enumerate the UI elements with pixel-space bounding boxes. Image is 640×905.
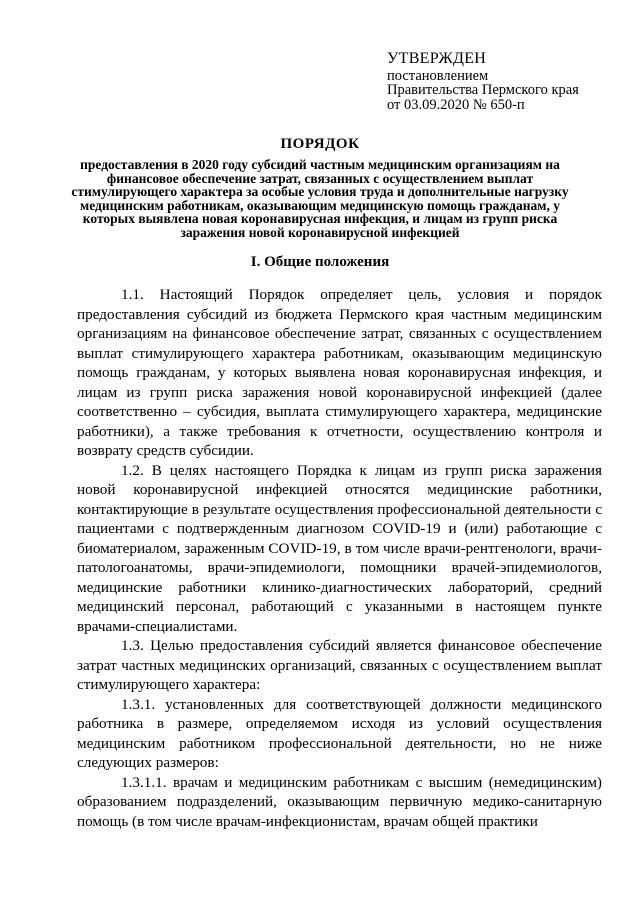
document-body xyxy=(77,285,602,831)
paragraph-1-3-1-1: 1.3.1.1. врачам и медицинским работникам с высшим (немедицинским) образованием подразделений, оказывающим первичную медико-санитарную помощь (в том числе врачам-инфекционистам, врачам общей практики xyxy=(77,773,602,830)
paragraph-1-3-1: 1.3.1. установленных для соответствующей должности медицинского работника в размере, определяемом исходя из условий осуществления медицинским работником профессиональной деятельности, но не ниже следующих размеров: xyxy=(77,695,602,771)
paragraph-1-3: 1.3. Целью предоставления субсидий является финансовое обеспечение затрат частных медицинских организаций, связанных с осуществлением выплат стимулирующего характера: xyxy=(77,637,602,693)
document-title: ПОРЯДОК xyxy=(280,136,360,152)
paragraph-1-1: 1.1. Настоящий Порядок определяет цель, условия и порядок предоставления субсидий из бюджета Пермского края частным медицинским организациям на финансовое обеспечение затрат, связанных с осуществлением выплат стимулирующего характера работникам, оказывающим медицинскую помощь гражданам, у которых выявлена новая коронавирусная инфекция, и лицам из групп риска заражения новой коронавирусной инфекцией (далее соответственно – субсидия, выплата стимулирующего характера, медицинские работники), а также требования к отчетности, осуществлению контроля и возврату средств субсидии. xyxy=(77,286,602,459)
paragraph-1-2: 1.2. В целях настоящего Порядка к лицам из групп риска заражения новой коронавирусной инфекцией относятся медицинские работники, контактирующие в результате осуществления профессиональной деятельности с пациентами с подтвержденным диагнозом COVID-19 и (или) работающие с биоматериалом, зараженным COVID-19, в том числе врачи-рентгенологи, врачи-патологоанатомы, врачи-эпидемиологи, помощники врачей-эпидемиологов, медицинские работники клинико-диагностических лабораторий, средний медицинский персонал, работающий с указанными в настоящем пункте врачами-специалистами. xyxy=(77,461,602,635)
approval-line-resolution: постановлением xyxy=(387,67,489,84)
approval-title: УТВЕРЖДЕН xyxy=(387,50,487,67)
section-heading: I. Общие положения xyxy=(250,254,390,270)
document-subtitle: предоставления в 2020 году субсидий частным медицинским организациям на финансовое обеспечение затрат, связанных с осуществлением выплат стимулирующего характера за особые условия труда и дополнительные нагрузку медицинским работникам, оказывающим медицинскую помощь гражданам, у которых выявлена новая коронавирусная инфекция, и лицам из групп риска заражения новой коронавирусной инфекцией xyxy=(71,157,569,240)
approval-line-date-number: от 03.09.2020 № 650-п xyxy=(387,96,525,113)
approval-stamp xyxy=(387,52,627,112)
approval-line-government: Правительства Пермского края xyxy=(387,82,579,98)
